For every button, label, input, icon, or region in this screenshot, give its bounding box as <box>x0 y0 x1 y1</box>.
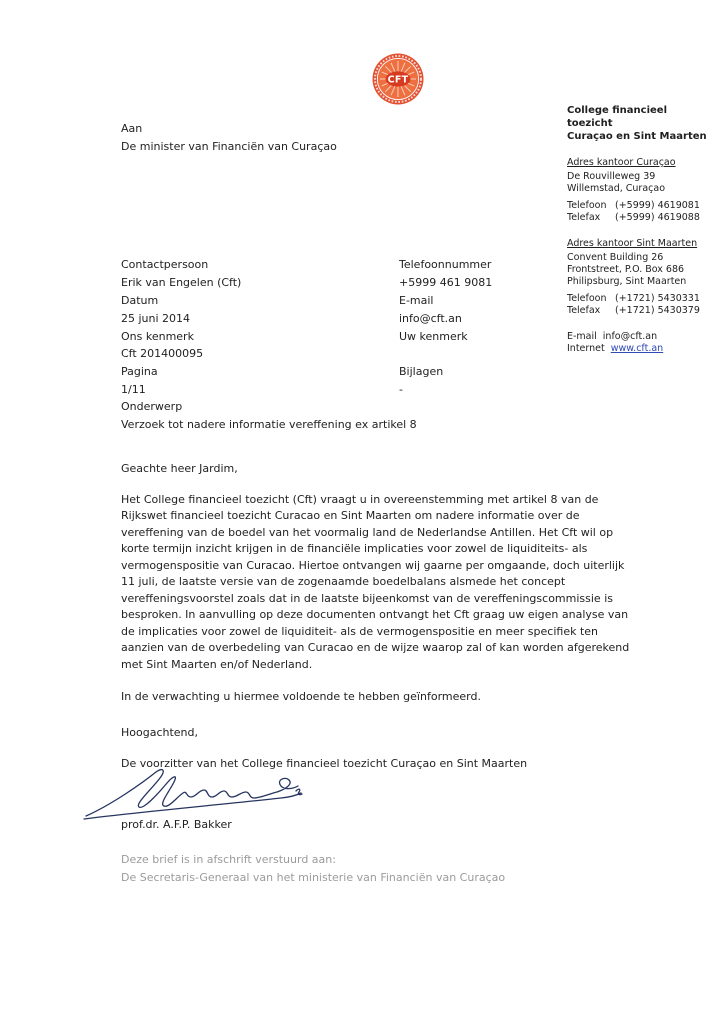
phone-row <box>567 200 712 212</box>
fax-label: Telefax <box>567 305 601 316</box>
meta-label: Pagina <box>121 365 158 379</box>
phone-label: Telefoon <box>567 200 607 211</box>
cc-recipient: De Secretaris-Generaal van het ministerie van Financiën van Curaçao <box>121 871 506 884</box>
org-title-line2: Curaçao en Sint Maarten <box>567 131 707 142</box>
meta-value: Cft 201400095 <box>121 347 204 361</box>
closing-line: Hoogachtend, <box>121 725 199 739</box>
body-paragraph-1: Het College financieel toezicht (Cft) vraagt u in overeenstemming met artikel 8 van de Rijkswet financieel toezicht Curacao en Sint Maarten om nadere informatie over de vereffening van de boedel van het voormalig land de Nederlandse Antillen. Het Cft wil op korte termijn inzicht krijgen in de financiële implicaties voor zowel de liquiditeits- als vermogenspositie van Curacao. Hiertoe ontvangen wij gaarne per omgaande, doch uiterlijk 11 juli, de laatste versie van de zogenaamde boedelbalans alsmede het concept vereffeningsvoorstel zoals dat in de laatste bijeenkomst van de vereffeningscommissie is besproken. In aanvulling op deze documenten ontvangt het Cft graag uw eigen analyse van de implicaties voor zowel de liquiditeit- als de vermogenspositie en meer specifiek ten aanzien van de overbedeling van Curacao en de wijze waarop zal of kan worden afgerekend met Sint Maarten en/of Nederland. <box>121 492 630 671</box>
internet-label: Internet <box>567 343 605 354</box>
meta-left-column <box>121 256 391 399</box>
subject-block <box>121 398 417 433</box>
meta-value: Erik van Engelen (Cft) <box>121 275 242 289</box>
recipient-label: Aan <box>121 122 143 135</box>
fax-label: Telefax <box>567 212 601 223</box>
meta-label: E-mail <box>399 293 434 307</box>
org-title-line1: College financieel toezicht <box>567 105 668 129</box>
letter-body <box>121 461 633 887</box>
meta-label: Contactpersoon <box>121 258 209 271</box>
address-line: De Rouvilleweg 39 <box>567 171 656 182</box>
office-sintmaarten-heading: Adres kantoor Sint Maarten <box>567 238 698 249</box>
signature-icon <box>83 761 333 823</box>
cft-logo-text: CFT <box>387 74 409 86</box>
office-curacao-heading: Adres kantoor Curaçao <box>567 157 676 168</box>
meta-label: Bijlagen <box>399 365 444 379</box>
signer-name: prof.dr. A.F.P. Bakker <box>121 817 232 831</box>
meta-value: 1/11 <box>121 383 146 397</box>
cft-logo <box>372 53 424 105</box>
meta-value <box>399 345 599 363</box>
meta-value: info@cft.an <box>399 311 462 325</box>
address-line: Convent Building 26 <box>567 252 664 263</box>
recipient-name: De minister van Financiën van Curaçao <box>121 140 337 153</box>
salutation: Geachte heer Jardim, <box>121 462 238 475</box>
website-link[interactable]: www.cft.an <box>610 343 664 354</box>
meta-label: Uw kenmerk <box>399 329 468 343</box>
subject-value: Verzoek tot nadere informatie vereffening ex artikel 8 <box>121 417 417 431</box>
meta-label: Datum <box>121 293 159 307</box>
cft-seal-icon <box>372 53 424 105</box>
office-curacao <box>567 157 712 224</box>
recipient-block <box>121 120 521 156</box>
meta-value: - <box>399 383 403 397</box>
subject-label: Onderwerp <box>121 400 183 413</box>
meta-right-column <box>399 256 599 399</box>
fax-value: (+1721) 5430379 <box>615 305 700 316</box>
body-paragraph-2: In de verwachting u hiermee voldoende te hebben geïnformeerd. <box>121 690 481 703</box>
address-line: Willemstad, Curaçao <box>567 183 666 194</box>
fax-value: (+5999) 4619088 <box>615 212 700 223</box>
cc-block <box>121 851 633 887</box>
fax-row <box>567 212 712 224</box>
phone-value: (+5999) 4619081 <box>615 200 700 211</box>
phone-lines <box>567 200 712 224</box>
address-line: Frontstreet, P.O. Box 686 <box>567 264 685 275</box>
address-line: Philipsburg, Sint Maarten <box>567 276 687 287</box>
handwritten-signature <box>83 761 333 823</box>
org-title <box>567 104 712 143</box>
meta-label: Telefoonnummer <box>399 258 492 271</box>
email-value: info@cft.an <box>602 331 658 342</box>
signer-title: De voorzitter van het College financieel toezicht Curaçao en Sint Maarten <box>121 757 528 770</box>
phone-label: Telefoon <box>567 293 607 304</box>
meta-value: +5999 461 9081 <box>399 275 493 289</box>
phone-value: (+1721) 5430331 <box>615 293 700 304</box>
cc-intro: Deze brief is in afschrift verstuurd aan: <box>121 853 336 866</box>
email-label: E-mail <box>567 331 597 342</box>
meta-label: Ons kenmerk <box>121 329 194 343</box>
meta-value: 25 juni 2014 <box>121 311 191 325</box>
